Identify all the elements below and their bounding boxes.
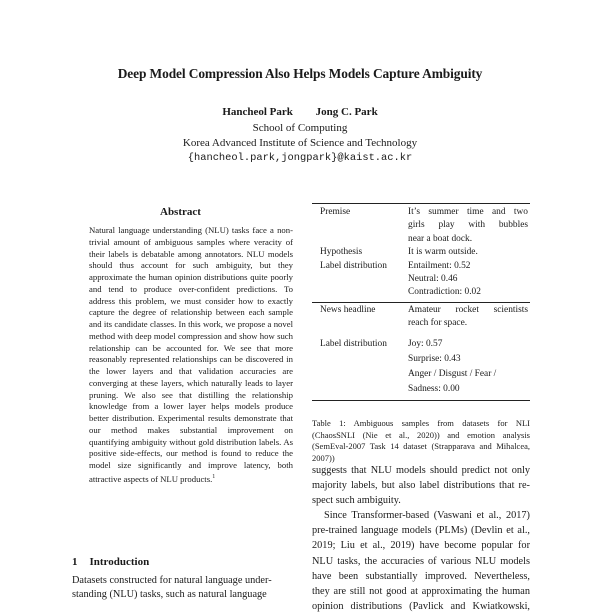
table-nli-block — [312, 204, 530, 300]
intro-paragraph — [72, 574, 295, 602]
para1-line-3: spect such ambiguity. — [312, 495, 401, 507]
intro-line-1: Datasets constructed for natural language under- — [72, 575, 272, 586]
dist-sadness: Sadness: 0.00 — [408, 384, 460, 395]
table-ambiguous-samples — [312, 203, 530, 401]
dist-joy: Joy: 0.57 — [408, 338, 443, 349]
para2-line-4: NLU tasks, the accuracies of various NLU models — [312, 555, 530, 567]
row-label: Label distribution — [320, 338, 387, 349]
premise-line-1: It’s summer time and two — [408, 207, 528, 217]
para2-line-5: have been substantially improved. Nevertheless, — [312, 570, 530, 582]
dist-neutral: Neutral: 0.46 — [408, 274, 458, 285]
right-paragraph-1 — [312, 463, 530, 509]
para2-line-6: they are still not good at approximating the human — [312, 586, 530, 598]
dist-anger-disgust-fear: Anger / Disgust / Fear / — [408, 369, 497, 380]
section-heading-introduction — [72, 556, 149, 568]
table-row-headline — [312, 304, 530, 331]
section-title: Introduction — [89, 556, 150, 568]
row-label: Label distribution — [320, 260, 387, 271]
author-email[interactable]: {hancheol.park,jongpark}@kaist.ac.kr — [187, 152, 413, 164]
affiliation-institute: Korea Advanced Institute of Science and Technology — [182, 137, 418, 149]
row-value: It is warm outside. — [408, 247, 478, 258]
abstract-heading: Abstract — [160, 206, 201, 218]
para2-line-3: 2019; Liu et al., 2019) have become popular for — [312, 540, 530, 552]
table-bottom-rule — [312, 400, 530, 401]
right-paragraph-2 — [312, 508, 530, 614]
row-label: News headline — [320, 304, 376, 315]
author-list — [0, 106, 600, 118]
row-label: Hypothesis — [320, 247, 363, 258]
para1-line-2: majority labels, but also label distributions that re- — [312, 480, 530, 492]
paper-title: Deep Model Compression Also Helps Models Capture Ambiguity — [117, 66, 483, 81]
intro-line-2: standing (NLU) tasks, such as natural language — [72, 589, 267, 600]
table-row-nli-distribution — [312, 260, 530, 300]
premise-line-2: girls play with bubbles — [408, 220, 528, 231]
para2-line-1: Since Transformer-based (Vaswani et al., 2017) — [324, 510, 530, 521]
footnote-mark[interactable]: 1 — [212, 473, 216, 480]
row-value — [408, 337, 530, 398]
premise-line-3: near a boat dock. — [408, 233, 473, 244]
dist-contradiction: Contradiction: 0.02 — [408, 287, 481, 298]
dist-surprise: Surprise: 0.43 — [408, 353, 461, 364]
abstract-body-text: Natural language understanding (NLU) tasks face a non-trivial amount of ambiguous samples where veracity of their labels is debatable among annotators. NLU models should thus account for such ambiguity, but they approximate the human opinion distributions quite poorly and tend to produce over-confident predictions. To address this problem, we must consider how to exactly capture the degree of relationship between each sample and its candidate classes. In this work, we propose a novel method with deep model compression and show how such relationship can be accounted for. We see that more reasonably represented relationships can be discovered in the lower layers and that validation accuracies are converging at these layers, which naturally leads to layer pruning. We also see that distilling the relationship knowledge from a lower layer helps models produce better distribution. Experimental results demonstrate that our method makes substantial improvement on quantifying ambiguity without gold distribution labels. As positive side-effects, our method is found to reduce the model size significantly and improve latency, both attractive aspects of NLU products. — [89, 225, 293, 484]
row-label: Premise — [320, 207, 351, 217]
headline-line-1: Amateur rocket scientists — [408, 304, 528, 315]
para2-line-7: opinion distributions (Pavlick and Kwiatkowski, — [312, 601, 530, 613]
table-row-premise — [312, 206, 530, 246]
author-2: Jong C. Park — [315, 106, 378, 118]
table-row-hypothesis — [312, 246, 530, 259]
dist-entailment: Entailment: 0.52 — [408, 260, 471, 271]
affiliation-school: School of Computing — [252, 122, 348, 134]
abstract-text — [89, 225, 293, 485]
row-value — [408, 304, 530, 331]
row-value — [408, 260, 530, 300]
table-row-emotion-distribution — [312, 337, 530, 398]
section-number: 1 — [72, 556, 78, 568]
table-emotion-block — [312, 303, 530, 398]
author-1: Hancheol Park — [222, 106, 293, 118]
headline-line-2: reach for space. — [408, 318, 468, 329]
para2-line-2: pre-trained language models (PLMs) (Devlin et al., — [312, 525, 530, 537]
para1-line-1: suggests that NLU models should predict not only — [312, 465, 530, 476]
row-value — [408, 206, 530, 246]
table-caption: Table 1: Ambiguous samples from datasets for NLI (ChaosSNLI (Nie et al., 2020)) and emotion analysis (SemEval-2007 Task 14 dataset (Strapparava and Mihalcea, 2007)) — [312, 418, 530, 463]
